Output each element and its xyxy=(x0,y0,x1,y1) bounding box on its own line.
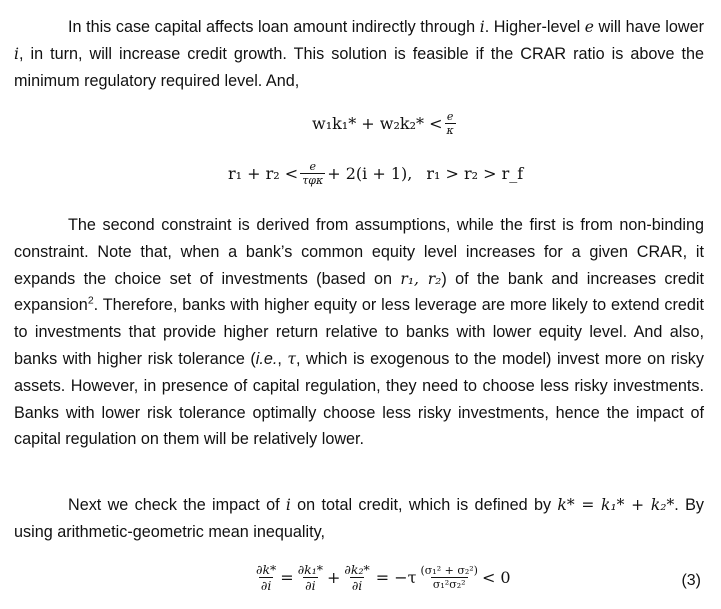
eq3-f1-den: ∂i xyxy=(260,578,272,593)
eq3-frac-4 xyxy=(418,564,479,591)
p3-text-a: Next we check the impact of xyxy=(68,496,286,514)
eq1-lhs: w₁k₁* + w₂k₂* < xyxy=(312,114,443,133)
eq2-lhs: r₁ + r₂ < xyxy=(228,164,299,183)
eq2-chain: r₁ > r₂ > r_f xyxy=(426,164,524,183)
p2-text-a: The second constraint is derived from assumptions, while the first is from non-binding constraint. Note that, when a bank’s common equity level increases for a given CRAR, it expands the choice set of investments (based on xyxy=(14,216,704,288)
eq2-rhs: + 2(i + 1), xyxy=(327,164,413,183)
eq1-den: κ xyxy=(446,124,454,137)
eq3-f3-num: ∂k₂* xyxy=(344,562,370,577)
p1-math-i: i xyxy=(479,18,485,36)
eq2-num: e xyxy=(309,160,316,173)
eq3-f2-num: ∂k₁* xyxy=(297,562,324,577)
eq1-fraction xyxy=(445,110,456,137)
eq3-frac-1 xyxy=(254,562,278,593)
p2-math-r: r₁, r₂ xyxy=(400,269,442,288)
equation-3 xyxy=(252,562,511,593)
paragraph-3 xyxy=(14,492,704,546)
equation-1 xyxy=(312,110,458,137)
equation-number: (3) xyxy=(681,572,701,589)
eq3-plus: + xyxy=(327,568,341,587)
p3-math-k: k* = k₁* + k₂* xyxy=(557,496,675,514)
p3-text-b: on total credit, which is defined by xyxy=(290,496,558,514)
p2-math-tau: τ xyxy=(287,349,296,368)
p1-text-a: In this case capital affects loan amount indirectly through xyxy=(68,18,480,36)
eq3-f2-den: ∂i xyxy=(305,578,316,593)
p1-text-d: , in turn, will increase credit growth. This solution is feasible if the CRAR ratio is above the minimum regulatory required level. And, xyxy=(14,44,704,90)
paragraph-1 xyxy=(14,14,704,94)
p2-text-d: , xyxy=(277,349,288,368)
equation-2 xyxy=(228,160,523,187)
eq3-f3-den: ∂i xyxy=(351,578,363,593)
eq3-f4-den: σ₁²σ₂² xyxy=(432,578,466,591)
paragraph-2 xyxy=(14,212,704,453)
eq3-frac-2 xyxy=(296,562,325,593)
eq2-fraction xyxy=(300,160,325,187)
eq3-mid: = −τ xyxy=(375,568,417,587)
p1-math-e: e xyxy=(584,18,594,36)
eq3-f1-num: ∂k* xyxy=(256,562,277,577)
p2-text-b: ) of the bank and increases credit expansion xyxy=(14,269,704,315)
eq2-den: τφκ xyxy=(302,174,324,187)
p3-text-c: . By using arithmetic-geometric mean inequality, xyxy=(14,496,704,541)
p1-text-b: . Higher-level xyxy=(484,18,585,36)
p1-text-c: will have lower xyxy=(593,18,704,36)
p3-math-i: i xyxy=(285,496,291,514)
eq3-rhs: < 0 xyxy=(481,568,511,587)
p1-math-i2: i xyxy=(14,44,19,63)
eq3-f4-num: (σ₁² + σ₂²) xyxy=(420,564,478,577)
eq1-num: e xyxy=(446,110,454,123)
p2-ie: i.e. xyxy=(255,349,278,368)
p2-text-e: , which is exogenous to the model) invest more on risky assets. However, in presence of capital regulation, they need to choose less risky investments. Banks with lower risk tolerance optimally choose less risky investments, hence the impact of capital regulation on them will be relatively lower. xyxy=(14,349,704,449)
p2-text-c: . Therefore, banks with higher equity or less leverage are more likely to extend credit to investments that provide higher return relative to banks with lower equity level. And also, banks with higher risk tolerance ( xyxy=(14,296,704,368)
eq3-equals: = xyxy=(280,568,294,587)
eq3-frac-3 xyxy=(342,562,371,593)
footnote-marker: 2 xyxy=(87,295,94,307)
